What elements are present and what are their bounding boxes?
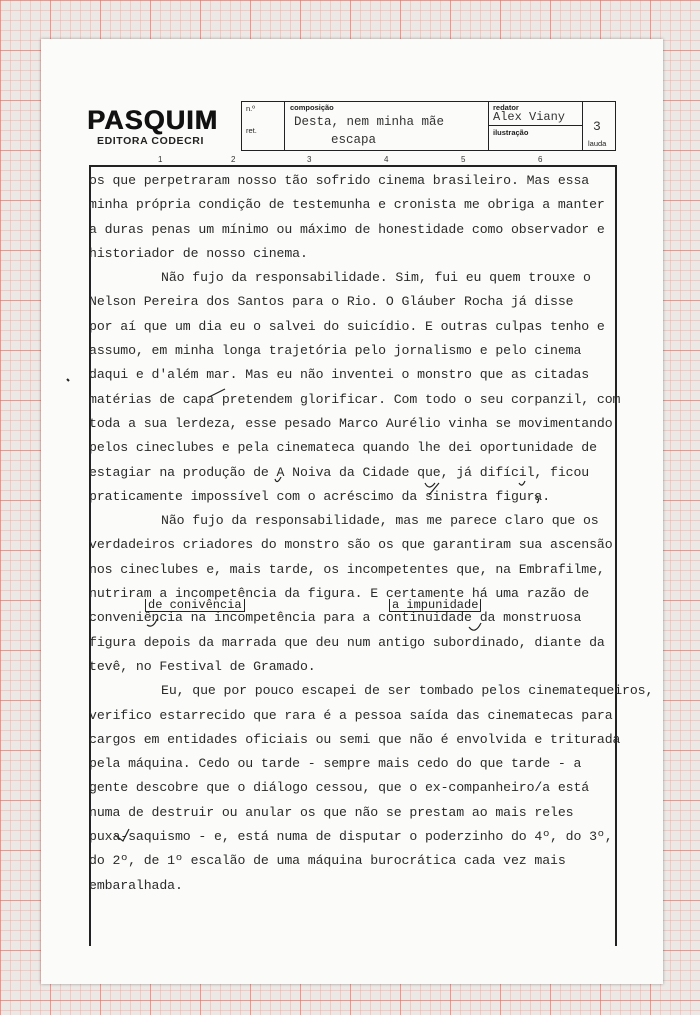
handwritten-insert: a impunidade: [389, 599, 481, 612]
handwritten-insert: de conivência: [145, 599, 245, 612]
text-line: historiador de nosso cinema.: [89, 245, 308, 261]
ruler-mark: 1: [158, 155, 163, 164]
text-line: os que perpetraram nosso tão sofrido cinema brasileiro. Mas essa: [89, 173, 590, 188]
text-line: estagiar na produção de A Noiva da Cidade que, já difícil, ficou: [89, 464, 590, 480]
typed-body: [89, 169, 654, 898]
text-line: a duras penas um mínimo ou máximo de honestidade como observador e: [89, 221, 605, 237]
editor-name: Alex Viany: [493, 110, 566, 124]
editor-divider: [488, 125, 583, 126]
text-line: Não fujo da responsabilidade, mas me parece claro que os: [161, 513, 599, 529]
composition-title-line2: escapa: [331, 133, 377, 147]
text-line: minha própria condição de testemunha e cronista me obriga a manter: [89, 197, 605, 213]
text-line: do 2º, de 1º escalão de uma máquina burocrática cada vez mais: [89, 853, 566, 869]
text-line: cargos em entidades oficiais ou semi que não é envolvida e triturada: [89, 731, 621, 747]
text-line: embaralhada.: [89, 877, 183, 893]
text-line: Não fujo da responsabilidade. Sim, fui eu quem trouxe o: [161, 270, 591, 286]
page-label: lauda: [588, 139, 607, 148]
ruler-mark: 3: [307, 155, 312, 164]
text-line: assumo, em minha longa trajetória pelo jornalismo e pelo cinema: [89, 343, 582, 359]
text-line: matérias de capa pretendem glorificar. Com todo o seu corpanzil, com: [89, 391, 621, 407]
form-header: [41, 39, 663, 159]
editor-label: redator: [493, 103, 519, 112]
pasquim-logo: PASQUIM: [87, 105, 219, 135]
composition-title-line1: Desta, nem minha mãe: [294, 115, 445, 129]
text-line: Eu, que por pouco escapei de ser tombado pelos cinematequeiros,: [161, 683, 654, 699]
text-line: verdadeiros criadores do monstro são os que garantiram sua ascensão: [89, 537, 613, 553]
ret-label: ret.: [246, 126, 257, 135]
text-line: Nelson Pereira dos Santos para o Rio. O Gláuber Rocha já disse: [89, 294, 574, 310]
ruler-mark: 5: [461, 155, 466, 164]
publisher-name: EDITORA CODECRI: [97, 135, 205, 147]
text-line: toda a sua lerdeza, esse pesado Marco Aurélio vinha se movimentando: [89, 415, 613, 431]
ruler-mark: 2: [231, 155, 236, 164]
text-line: numa de destruir ou anular os que não se prestam ao mais reles: [89, 804, 574, 820]
text-line: nutriram a incompetência da figura. E certamente há uma razão de: [89, 586, 590, 602]
text-line: verifico estarrecido que rara é a pessoa saída das cinematecas para: [89, 707, 613, 723]
ruler-mark: 4: [384, 155, 389, 164]
number-label: n.º: [246, 104, 255, 113]
ruler-mark: 6: [538, 155, 543, 164]
text-line: pela máquina. Cedo ou tarde - sempre mais cedo do que tarde - a: [89, 756, 582, 772]
text-line: figura depois da marrada que deu num antigo subordinado, diante da: [89, 634, 605, 650]
illustration-label: ilustração: [493, 128, 529, 137]
text-line: por aí que um dia eu o salvei do suicídio. E outras culpas tenho e: [89, 318, 605, 334]
text-line: praticamente impossível com o acréscimo da sinistra figura.: [89, 488, 551, 504]
text-line: conveniência na incompetência para a continuidade da monstruosa: [89, 610, 582, 626]
text-line: nos cineclubes e, mais tarde, os incompetentes que, na Embrafilme,: [89, 561, 605, 577]
text-line: daqui e d'além mar. Mas eu não inventei o monstro que as citadas: [89, 367, 590, 383]
composition-label: composição: [290, 103, 334, 112]
text-line: tevê, no Festival de Gramado.: [89, 658, 316, 674]
page-number: 3: [593, 119, 601, 134]
text-line: pelos cineclubes e pela cinemateca quando lhe dei oportunidade de: [89, 440, 597, 456]
text-line: gente descobre que o diálogo cessou, que o ex-companheiro/a está: [89, 780, 590, 796]
text-line: puxa-saquismo - e, está numa de disputar o poderzinho do 4º, do 3º,: [89, 829, 613, 845]
typed-page: [41, 39, 663, 984]
